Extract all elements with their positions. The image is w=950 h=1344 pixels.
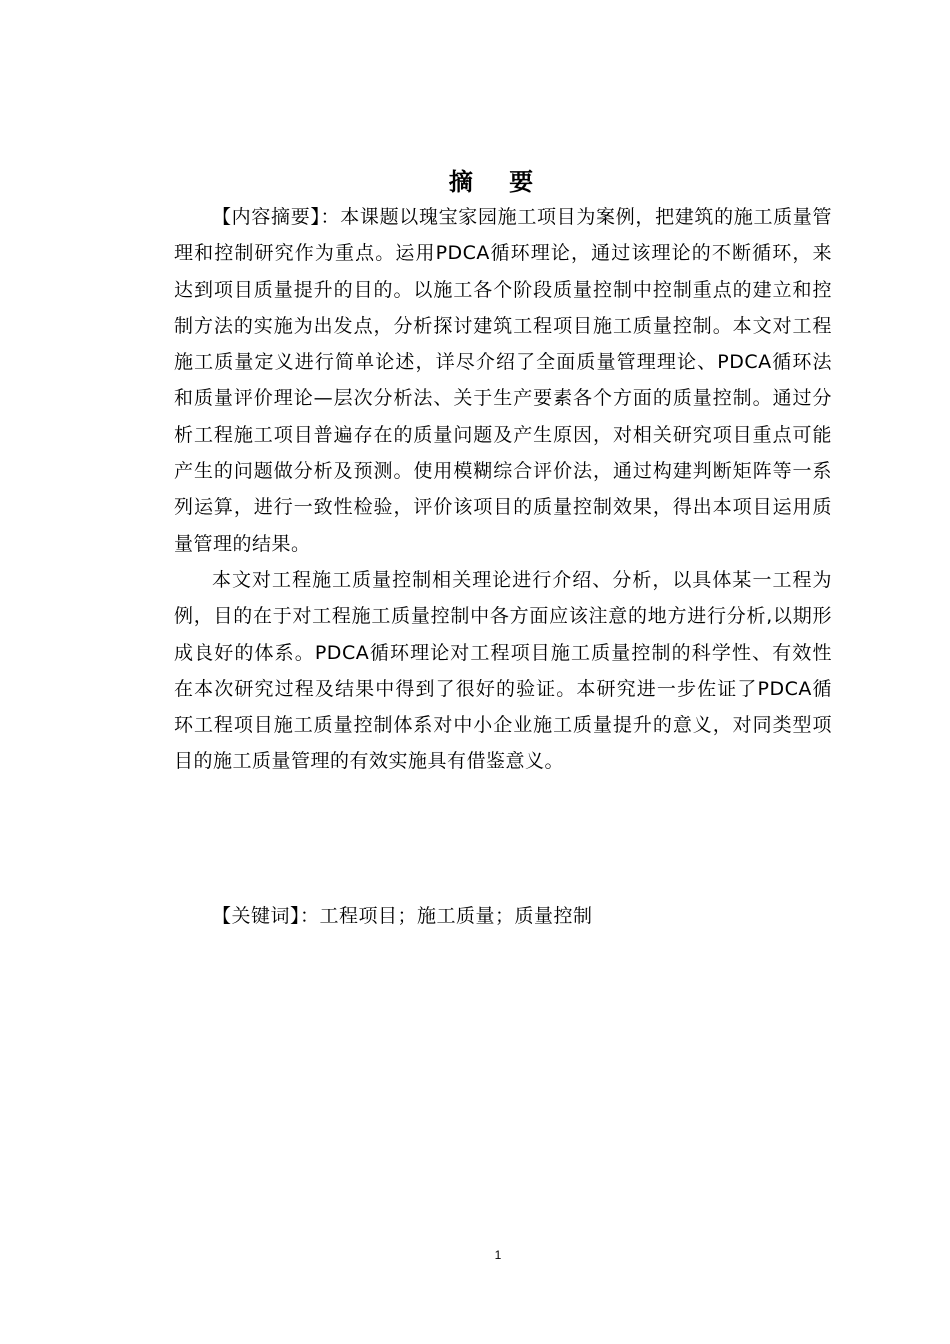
abstract-paragraph-conclusion: 本文对工程施工质量控制相关理论进行介绍、分析，以具体某一工程为例，目的在于对工程施工质量控制中各方面应该注意的地方进行分析,以期形成良好的体系。PDCA循环理论对工程项目施工质量控制的科学性、有效性在本次研究过程及结果中得到了很好的验证。本研究进一步佐证了PDCA循环工程项目施工质量控制体系对中小企业施工质量提升的意义，对同类型项目的施工质量管理的有效实施具有借鉴意义。 xyxy=(174,568,832,773)
abstract-title: 摘 要 xyxy=(448,168,548,196)
abstract-paragraph-summary: 【内容摘要】：本课题以瑰宝家园施工项目为案例，把建筑的施工质量管理和控制研究作为重点。运用PDCA循环理论，通过该理论的不断循环，来达到项目质量提升的目的。以施工各个阶段质量控制中控制重点的建立和控制方法的实施为出发点，分析探讨建筑工程项目施工质量控制。本文对工程施工质量定义进行简单论述，详尽介绍了全面质量管理理论、PDCA循环法和质量评价理论—层次分析法、关于生产要素各个方面的质量控制。通过分析工程施工项目普遍存在的质量问题及产生原因，对相关研究项目重点可能产生的问题做分析及预测。使用模糊综合评价法，通过构建判断矩阵等一系列运算，进行一致性检验，评价该项目的质量控制效果，得出本项目运用质量管理的结果。 xyxy=(174,206,832,555)
page-number: 1 xyxy=(494,1248,502,1262)
keywords-line: 【关键词】：工程项目；施工质量；质量控制 xyxy=(212,905,593,927)
abstract-body xyxy=(174,199,832,780)
